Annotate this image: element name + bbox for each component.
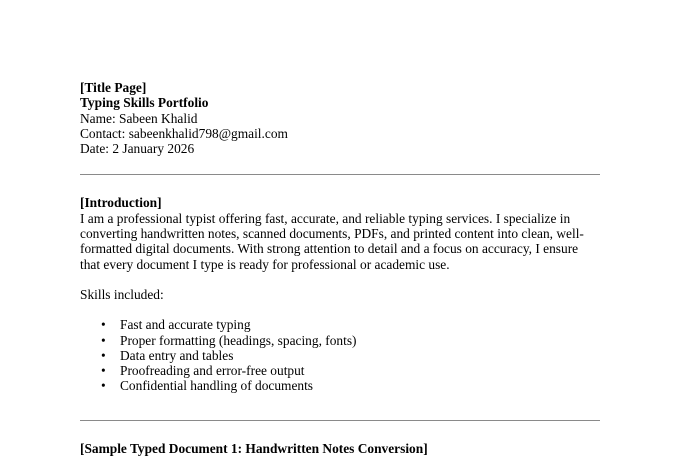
- sample-document-1-tag: [Sample Typed Document 1: Handwritten Notes Conversion]: [80, 440, 428, 456]
- skill-label: Data entry and tables: [120, 347, 234, 363]
- title-page-section: [80, 80, 600, 156]
- list-item: [80, 363, 600, 378]
- skills-list: [80, 317, 600, 393]
- portfolio-title: Typing Skills Portfolio: [80, 95, 209, 111]
- sample-document-1-section: [80, 441, 600, 456]
- bullet-icon: •: [101, 332, 106, 348]
- skill-label: Proper formatting (headings, spacing, fonts): [120, 332, 357, 348]
- title-page-tag: [Title Page]: [80, 80, 147, 95]
- intro-paragraph-line: I am a professional typist offering fast, accurate, and reliable typing services. I specialize in: [80, 210, 571, 226]
- skill-label: Confidential handling of documents: [120, 378, 314, 394]
- document-page: [80, 80, 600, 456]
- skill-label: Proofreading and error-free output: [120, 363, 305, 379]
- intro-paragraph-line: that every document I type is ready for professional or academic use.: [80, 256, 450, 272]
- introduction-tag: [Introduction]: [80, 195, 162, 211]
- bullet-icon: •: [101, 363, 106, 379]
- bullet-icon: •: [101, 317, 106, 333]
- list-item: [80, 333, 600, 348]
- list-item: [80, 378, 600, 393]
- skills-heading: Skills included:: [80, 286, 164, 302]
- section-divider: [80, 174, 600, 175]
- date-line: Date: 2 January 2026: [80, 141, 195, 157]
- introduction-section: [80, 195, 600, 393]
- list-item: [80, 348, 600, 363]
- intro-paragraph-line: converting handwritten notes, scanned documents, PDFs, and printed content into clean, well-: [80, 226, 584, 242]
- list-item: [80, 317, 600, 332]
- section-divider: [80, 420, 600, 421]
- name-line: Name: Sabeen Khalid: [80, 110, 198, 126]
- intro-paragraph-line: formatted digital documents. With strong attention to detail and a focus on accuracy, I ensure: [80, 241, 579, 257]
- contact-line: Contact: sabeenkhalid798@gmail.com: [80, 125, 288, 141]
- skill-label: Fast and accurate typing: [120, 317, 251, 333]
- bullet-icon: •: [101, 378, 106, 394]
- bullet-icon: •: [101, 347, 106, 363]
